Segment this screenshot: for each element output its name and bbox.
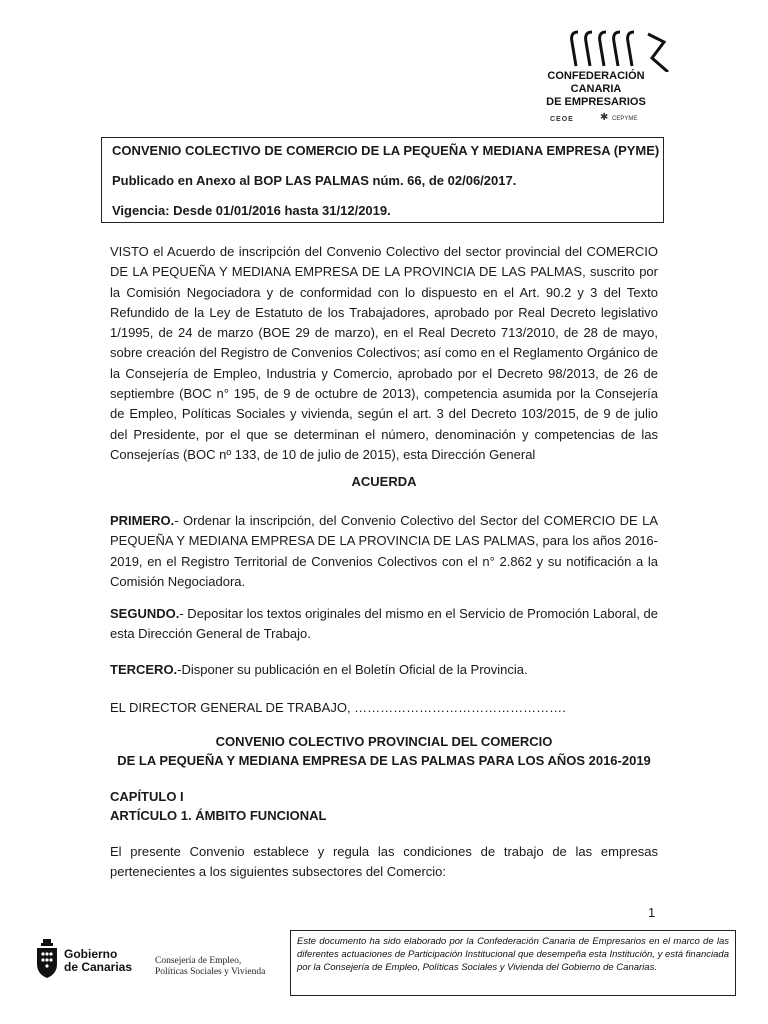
page-number: 1 — [648, 905, 656, 920]
convenio-title-line-1: CONVENIO COLECTIVO PROVINCIAL DEL COMERCIO — [215, 734, 553, 749]
segundo-text: - Depositar los textos originales del mismo en el Servicio de Promoción Laboral, de esta Dirección General de Trabajo. — [110, 606, 658, 642]
acuerda-heading: ACUERDA — [351, 474, 417, 489]
director-signature-line: EL DIRECTOR GENERAL DE TRABAJO, …………………………………………. — [110, 700, 566, 715]
article-1-paragraph: El presente Convenio establece y regula las condiciones de trabajo de las empresas pertenecientes a los siguientes subsectores del Comercio: — [110, 844, 658, 880]
logo-line-1: CONFEDERACIÓN — [547, 70, 645, 82]
document-title: CONVENIO COLECTIVO DE COMERCIO DE LA PEQUEÑA Y MEDIANA EMPRESA (PYME) — [112, 143, 660, 158]
ccde-emblem-icon — [540, 28, 676, 72]
tercero-paragraph — [110, 660, 658, 680]
publication-info: Publicado en Anexo al BOP LAS PALMAS núm. 66, de 02/06/2017. — [112, 173, 517, 188]
consejeria-line-2: Políticas Sociales y Vivienda — [155, 967, 266, 977]
gobierno-line-1: Gobierno — [64, 947, 118, 961]
gobierno-text — [64, 948, 132, 974]
ceoe-logo-text: CEOE — [550, 116, 574, 123]
funding-note-box: Este documento ha sido elaborado por la Confederación Canaria de Empresarios en el marco de las diferentes actuaciones de Participación Institucional que desempeña esta Institución, y está financiada por la Consejería de Empleo, Políticas Sociales y Vivienda del Gobierno de Canarias. — [290, 930, 736, 996]
tercero-label: TERCERO. — [110, 662, 178, 677]
cepyme-star-icon: ✱ — [600, 112, 609, 123]
segundo-paragraph — [110, 604, 658, 645]
logo-line-3: DE EMPRESARIOS — [546, 96, 646, 108]
visto-paragraph: VISTO el Acuerdo de inscripción del Convenio Colectivo del sector provincial del COMERCIO DE LA PEQUEÑA Y MEDIANA EMPRESA DE LA PROVINCIA DE LAS PALMAS, suscrito por la Comisión Negociadora y de conformidad con lo dispuesto en el Art. 90.2 y 3 del Texto Refundido de la Ley de Estatuto de los Trabajadores, aprobado por Real Decreto legislativo 1/1995, de 24 de marzo (BOE 29 de marzo), en el Real Decreto 713/2010, de 28 de mayo, sobre creación del Registro de Convenios Colectivos; así como en el Reglamento Orgánico de la Consejería de Empleo, Industria y Comercio, aprobado por el Decreto 98/2013, de 26 de septiembre (BOC n° 195, de 9 de octubre de 2013), competencia asumida por la Consejería de Empleo, Políticas Sociales y vivienda, según el art. 3 del Decreto 103/2015, de 9 de julio del Presidente, por el que se determinan el número, denominación y competencias de las Consejerías (BOC nº 133, de 10 de julio de 2015), esta Dirección General — [110, 244, 658, 462]
tercero-text: -Disponer su publicación en el Boletín Oficial de la Provincia. — [177, 662, 528, 677]
gobierno-de-canarias-logo — [34, 938, 144, 986]
primero-paragraph — [110, 511, 658, 592]
document-header-box — [101, 137, 664, 223]
validity-info: Vigencia: Desde 01/01/2016 hasta 31/12/2019. — [112, 203, 391, 218]
gobierno-line-2: de Canarias — [64, 960, 133, 974]
cepyme-logo-text: CEPYME — [612, 116, 638, 122]
segundo-label: SEGUNDO. — [110, 606, 180, 621]
consejeria-line-1: Consejería de Empleo, — [155, 956, 242, 966]
article-heading: ARTÍCULO 1. ÁMBITO FUNCIONAL — [110, 808, 327, 823]
consejeria-label — [155, 956, 265, 978]
primero-text: - Ordenar la inscripción, del Convenio Colectivo del Sector del COMERCIO DE LA PEQUEÑA Y MEDIANA EMPRESA DE LA PROVINCIA DE LAS PALMAS, para los años 2016-2019, en el Registro Territorial de Convenios Colectivos con el n° 2.862 y su notificación a la Comisión Negociadora. — [110, 513, 658, 589]
canarias-coat-of-arms-icon — [34, 938, 60, 982]
primero-label: PRIMERO. — [110, 513, 175, 528]
logo-line-2: CANARIA — [570, 83, 622, 95]
convenio-title-line-2: DE LA PEQUEÑA Y MEDIANA EMPRESA DE LAS PALMAS PARA LOS AÑOS 2016-2019 — [117, 753, 651, 768]
chapter-heading: CAPÍTULO I — [110, 789, 184, 804]
ccde-logo — [540, 28, 676, 132]
